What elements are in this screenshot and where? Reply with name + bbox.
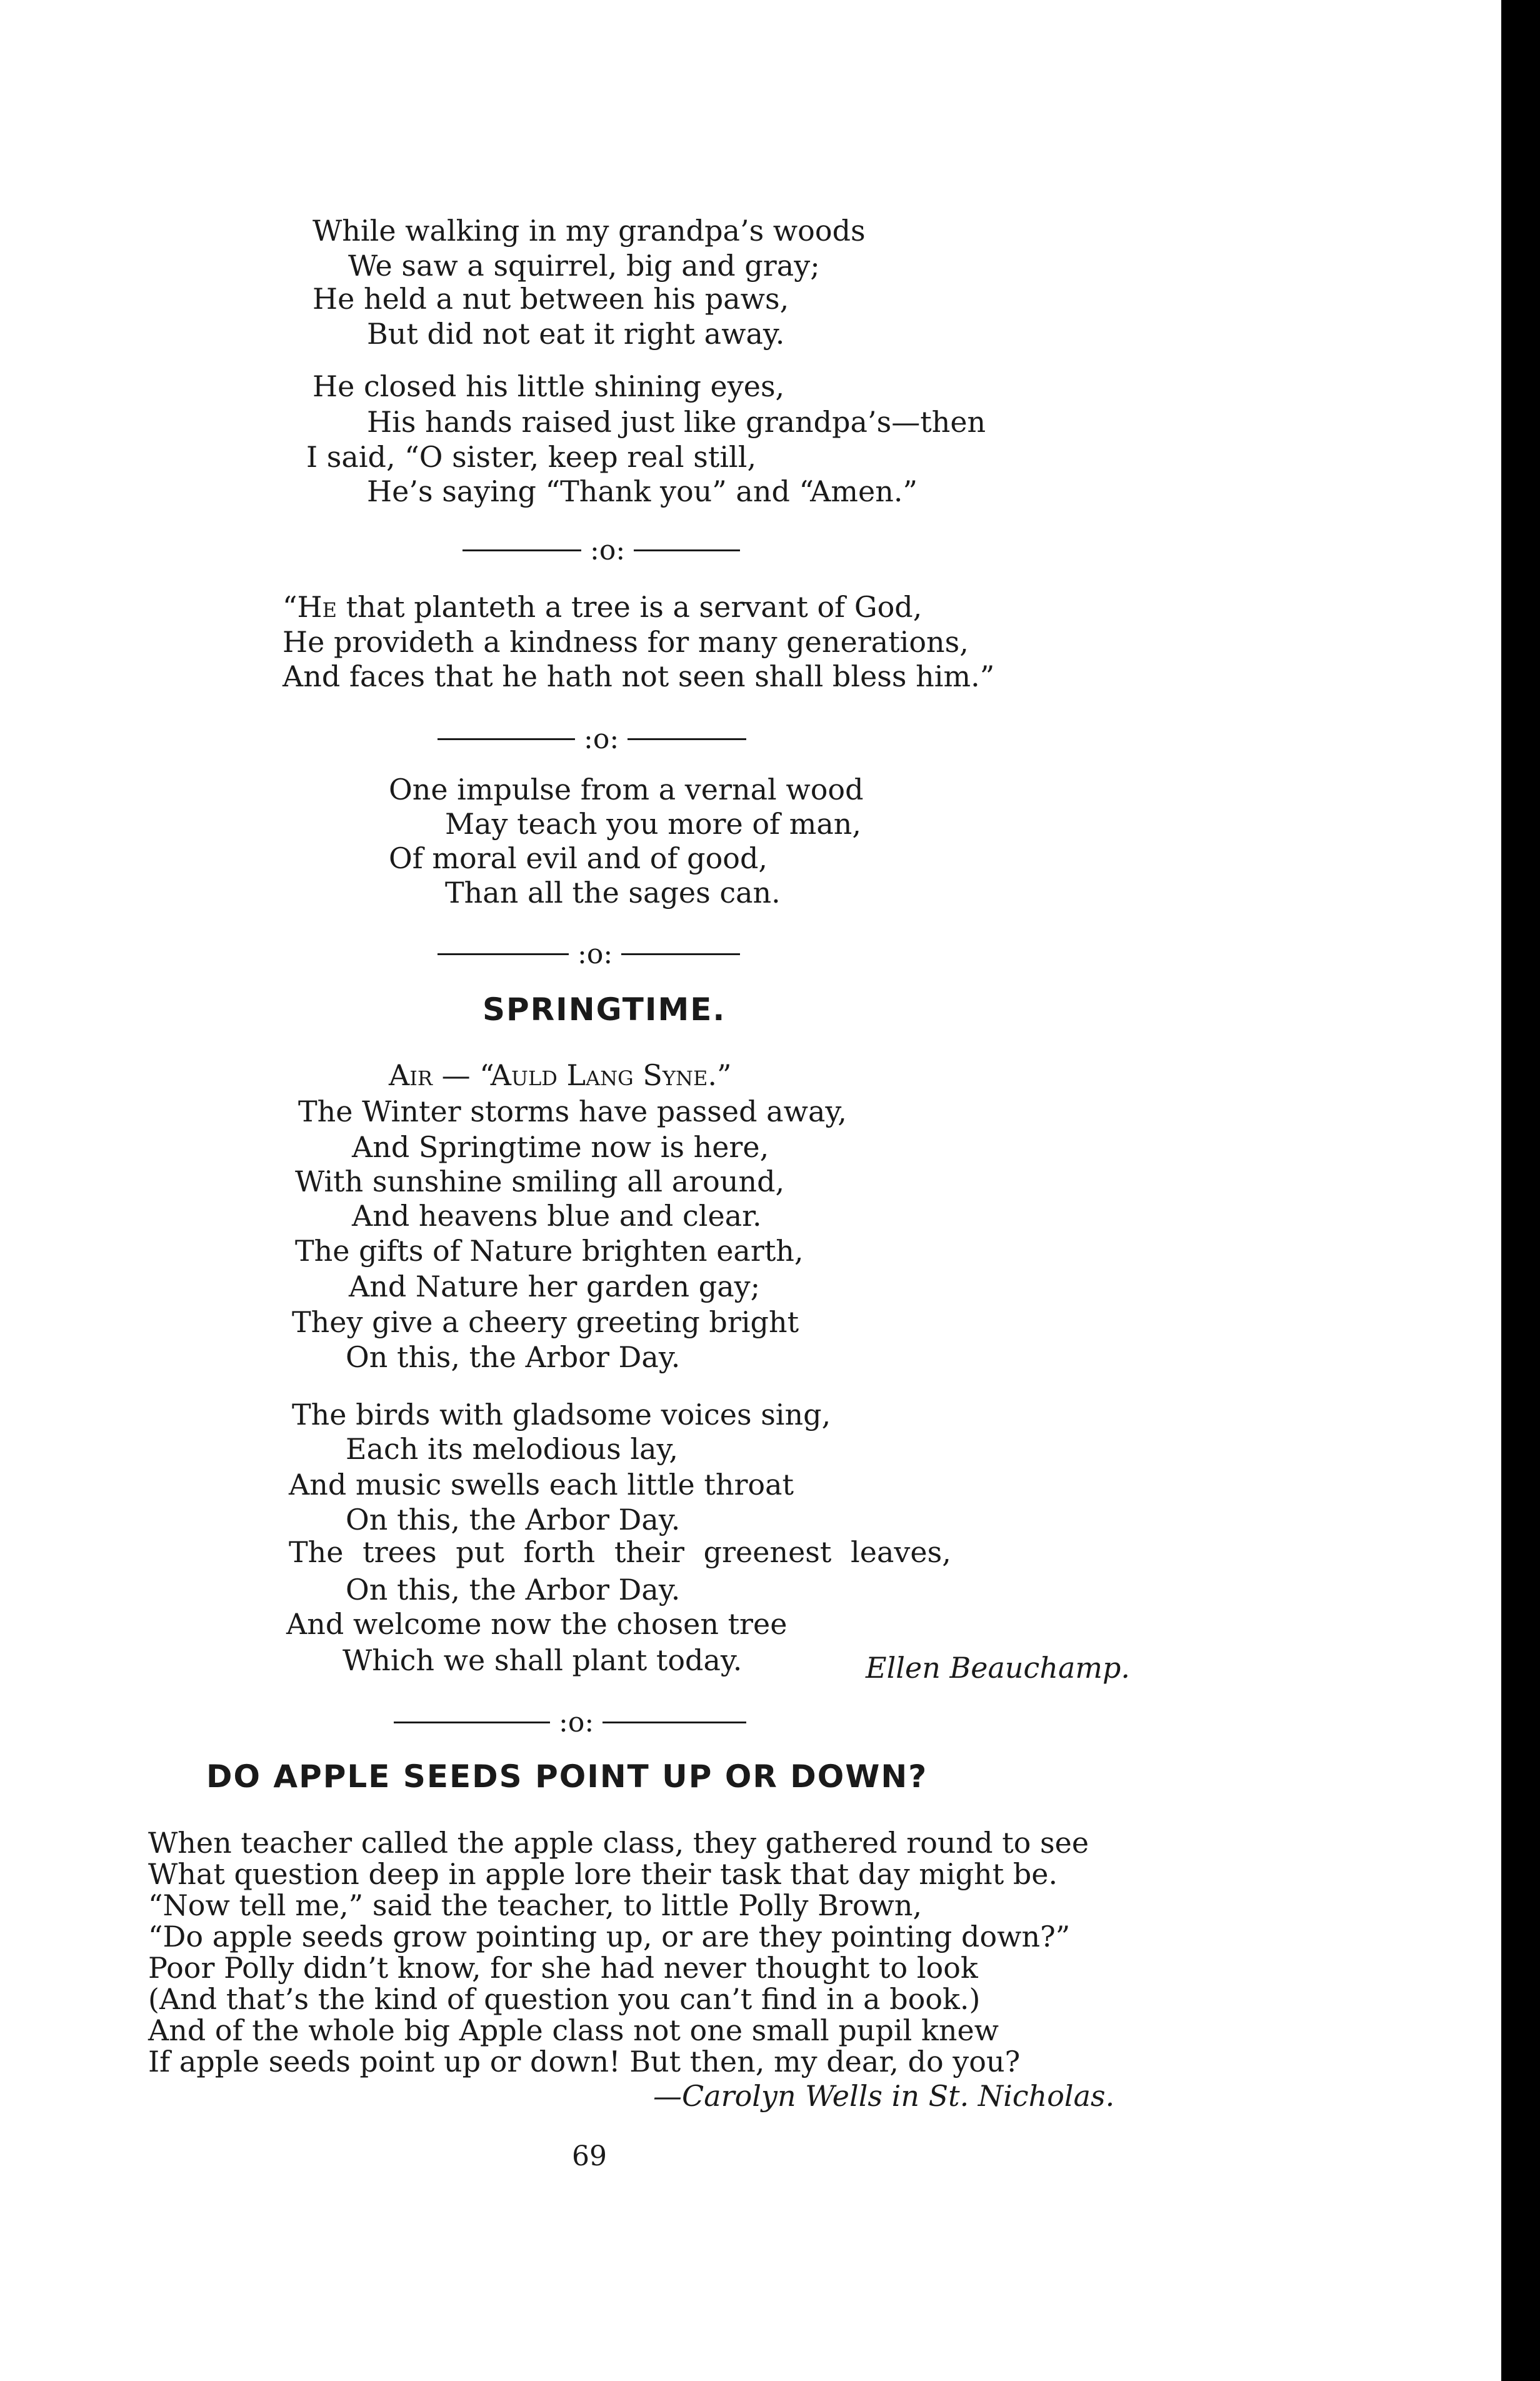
poem-line: And music swells each little throat [289, 1468, 794, 1501]
poem-line: While walking in my grandpa’s woods [312, 214, 866, 248]
apple-author: —Carolyn Wells in St. Nicholas. [653, 2079, 1115, 2113]
section-separator: :o: [394, 1703, 746, 1741]
poem-line: I said, “O sister, keep real still, [306, 440, 757, 474]
poem-line: (And that’s the kind of question you can’t find in a book.) [148, 1982, 981, 2016]
poem-line: He’s saying “Thank you” and “Amen.” [367, 474, 918, 508]
poem-line: But did not eat it right away. [367, 317, 785, 351]
poem-line: And of the whole big Apple class not one small pupil knew [148, 2013, 999, 2047]
air-note: Air — “Auld Lang Syne.” [389, 1058, 732, 1092]
section-separator: :o: [438, 720, 746, 758]
poem-line: The birds with gladsome voices sing, [292, 1398, 831, 1431]
poem-line: And Springtime now is here, [352, 1130, 769, 1164]
apple-title: DO APPLE SEEDS POINT UP OR DOWN? [206, 1758, 928, 1795]
poem-line: They give a cheery greeting bright [292, 1305, 799, 1339]
poem-line: The gifts of Nature brighten earth, [295, 1234, 804, 1268]
section-separator: :o: [438, 935, 740, 973]
stanza-line: One impulse from a vernal wood [389, 773, 864, 806]
poem-line: Each its melodious lay, [346, 1432, 679, 1466]
poem-line: Poor Polly didn’t know, for she had never thought to look [148, 1951, 978, 1985]
page-number: 69 [572, 2140, 607, 2172]
poem-line: He held a nut between his paws, [312, 282, 789, 316]
stanza-line: May teach you more of man, [445, 807, 861, 841]
poem-line: When teacher called the apple class, they gathered round to see [148, 1826, 1089, 1860]
poem-line: His hands raised just like grandpa’s—then [367, 405, 986, 439]
poem-line: “Now tell me,” said the teacher, to little Polly Brown, [148, 1888, 922, 1922]
poem-line: With sunshine smiling all around, [295, 1165, 785, 1198]
poem-line: “Do apple seeds grow pointing up, or are they pointing down?” [148, 1920, 1071, 1953]
poem-line: On this, the Arbor Day. [346, 1340, 681, 1374]
poem-line: The Winter storms have passed away, [298, 1095, 847, 1128]
poem-line: Which we shall plant today. [342, 1643, 742, 1677]
quote-line: And faces that he hath not seen shall bless him.” [282, 659, 995, 693]
poem-line: And heavens blue and clear. [352, 1199, 762, 1233]
stanza-line: Than all the sages can. [445, 876, 781, 910]
page-edge-shadow [1501, 0, 1540, 2381]
poem-line: On this, the Arbor Day. [346, 1573, 681, 1607]
poem-line: What question deep in apple lore their task that day might be. [148, 1857, 1058, 1891]
poem-line: On this, the Arbor Day. [346, 1503, 681, 1536]
poem-line: He closed his little shining eyes, [312, 369, 785, 403]
quote-line: He provideth a kindness for many generations, [282, 625, 969, 659]
poem-line: And Nature her garden gay; [349, 1270, 761, 1303]
poem-line: The trees put forth their greenest leaves, [289, 1535, 951, 1569]
poem-line: If apple seeds point up or down! But then, my dear, do you? [148, 2045, 1021, 2078]
springtime-title: SPRINGTIME. [482, 991, 726, 1028]
stanza-line: Of moral evil and of good, [389, 841, 768, 875]
springtime-author: Ellen Beauchamp. [866, 1651, 1131, 1685]
section-separator: :o: [462, 531, 740, 569]
quote-line: “He that planteth a tree is a servant of God, [282, 590, 922, 624]
poem-line: We saw a squirrel, big and gray; [348, 249, 820, 283]
poem-line: And welcome now the chosen tree [286, 1607, 788, 1641]
